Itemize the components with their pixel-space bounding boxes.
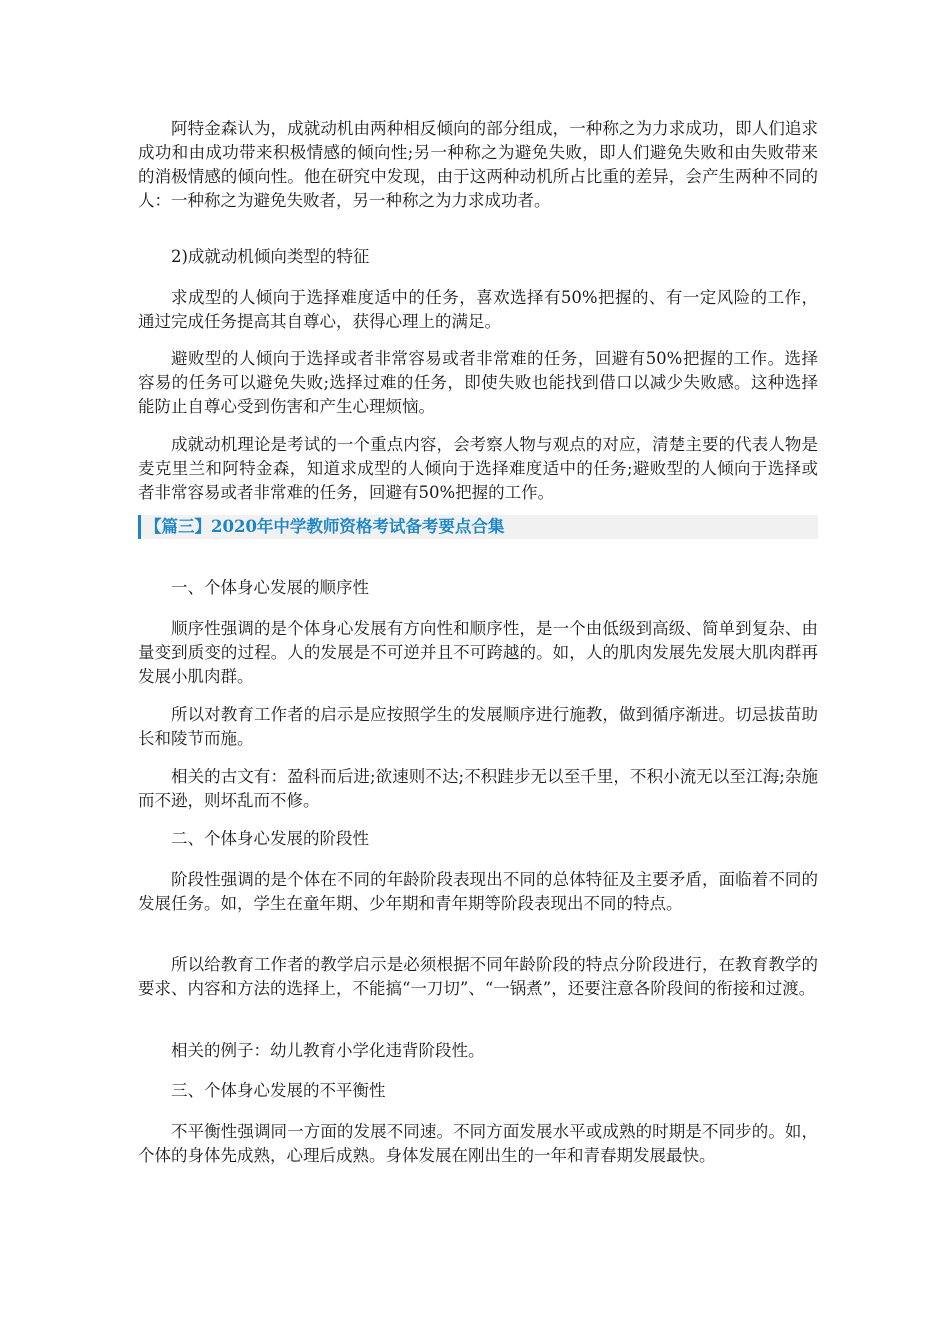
paragraph-stage-example bbox=[138, 1039, 818, 1063]
subheading-text: 三、个体身心发展的不平衡性 bbox=[171, 1081, 386, 1100]
body-paragraph: 阶段性强调的是个体在不同的年龄阶段表现出不同的总体特征及主要矛盾，面临着不同的发展任务。如，学生在童年期、少年期和青年期等阶段表现出不同的特点。 bbox=[138, 870, 818, 913]
body-paragraph: 避败型的人倾向于选择或者非常容易或者非常难的任务，回避有50%把握的工作。选择容易的任务可以避免失败;选择过难的任务，即使失败也能找到借口以减少失败感。这种选择能防止自尊心受到伤害和产生心理烦恼。 bbox=[138, 349, 818, 416]
subheading-text: 二、个体身心发展的阶段性 bbox=[171, 829, 369, 848]
body-paragraph: 相关的古文有：盈科而后进;欲速则不达;不积跬步无以至千里，不积小流无以至江海;杂施而不逊，则坏乱而不修。 bbox=[138, 767, 818, 810]
body-paragraph: 所以对教育工作者的启示是应按照学生的发展顺序进行施教，做到循序渐进。切忌拔苗助长和陵节而施。 bbox=[138, 705, 818, 748]
paragraph-exam-focus bbox=[138, 433, 818, 505]
section-heading-text: 【篇三】2020年中学教师资格考试备考要点合集 bbox=[145, 517, 505, 536]
heading-stage bbox=[138, 827, 818, 851]
body-paragraph: 顺序性强调的是个体身心发展有方向性和顺序性，是一个由低级到高级、简单到复杂、由量变到质变的过程。人的发展是不可逆并且不可跨越的。如，人的肌肉发展先发展大肌肉群再发展小肌肉群。 bbox=[138, 619, 818, 686]
paragraph-atkinson-theory bbox=[138, 117, 818, 213]
paragraph-stage-implication bbox=[138, 953, 818, 1001]
body-paragraph: 相关的例子：幼儿教育小学化违背阶段性。 bbox=[171, 1041, 485, 1060]
paragraph-imbalance bbox=[138, 1120, 818, 1168]
paragraph-sequence bbox=[138, 617, 818, 689]
paragraph-failure-avoiders bbox=[138, 347, 818, 419]
body-paragraph: 阿特金森认为，成就动机由两种相反倾向的部分组成，一种称之为力求成功，即人们追求成功和由成功带来积极情感的倾向性;另一种称之为避免失败，即人们避免失败和由失败带来的消极情感的倾向性。他在研究中发现，由于这两种动机所占比重的差异，会产生两种不同的人：一种称之为避免失败者，另一种称之为力求成功者。 bbox=[138, 119, 818, 210]
body-paragraph: 所以给教育工作者的教学启示是必须根据不同年龄阶段的特点分阶段进行，在教育教学的要求、内容和方法的选择上，不能搞“一刀切”、“一锅煮”，还要注意各阶段间的衔接和过渡。 bbox=[138, 955, 818, 998]
paragraph-success-seekers bbox=[138, 286, 818, 334]
subheading-motivation-types bbox=[138, 245, 818, 269]
section-heading bbox=[138, 515, 818, 539]
heading-imbalance bbox=[138, 1079, 818, 1103]
body-paragraph: 求成型的人倾向于选择难度适中的任务，喜欢选择有50%把握的、有一定风险的工作，通过完成任务提高其自尊心，获得心理上的满足。 bbox=[138, 288, 818, 331]
body-paragraph: 成就动机理论是考试的一个重点内容，会考察人物与观点的对应，清楚主要的代表人物是麦克里兰和阿特金森，知道求成型的人倾向于选择难度适中的任务;避败型的人倾向于选择或者非常容易或者非常难的任务，回避有50%把握的工作。 bbox=[138, 435, 818, 502]
subheading-text: 一、个体身心发展的顺序性 bbox=[171, 578, 369, 597]
body-paragraph: 不平衡性强调同一方面的发展不同速。不同方面发展水平或成熟的时期是不同步的。如，个体的身体先成熟，心理后成熟。身体发展在刚出生的一年和青春期发展最快。 bbox=[138, 1122, 818, 1165]
heading-sequence bbox=[138, 576, 818, 600]
paragraph-stage bbox=[138, 868, 818, 916]
paragraph-sequence-implication bbox=[138, 703, 818, 751]
subheading-text: 2)成就动机倾向类型的特征 bbox=[171, 247, 370, 266]
paragraph-classical-quotes bbox=[138, 765, 818, 813]
